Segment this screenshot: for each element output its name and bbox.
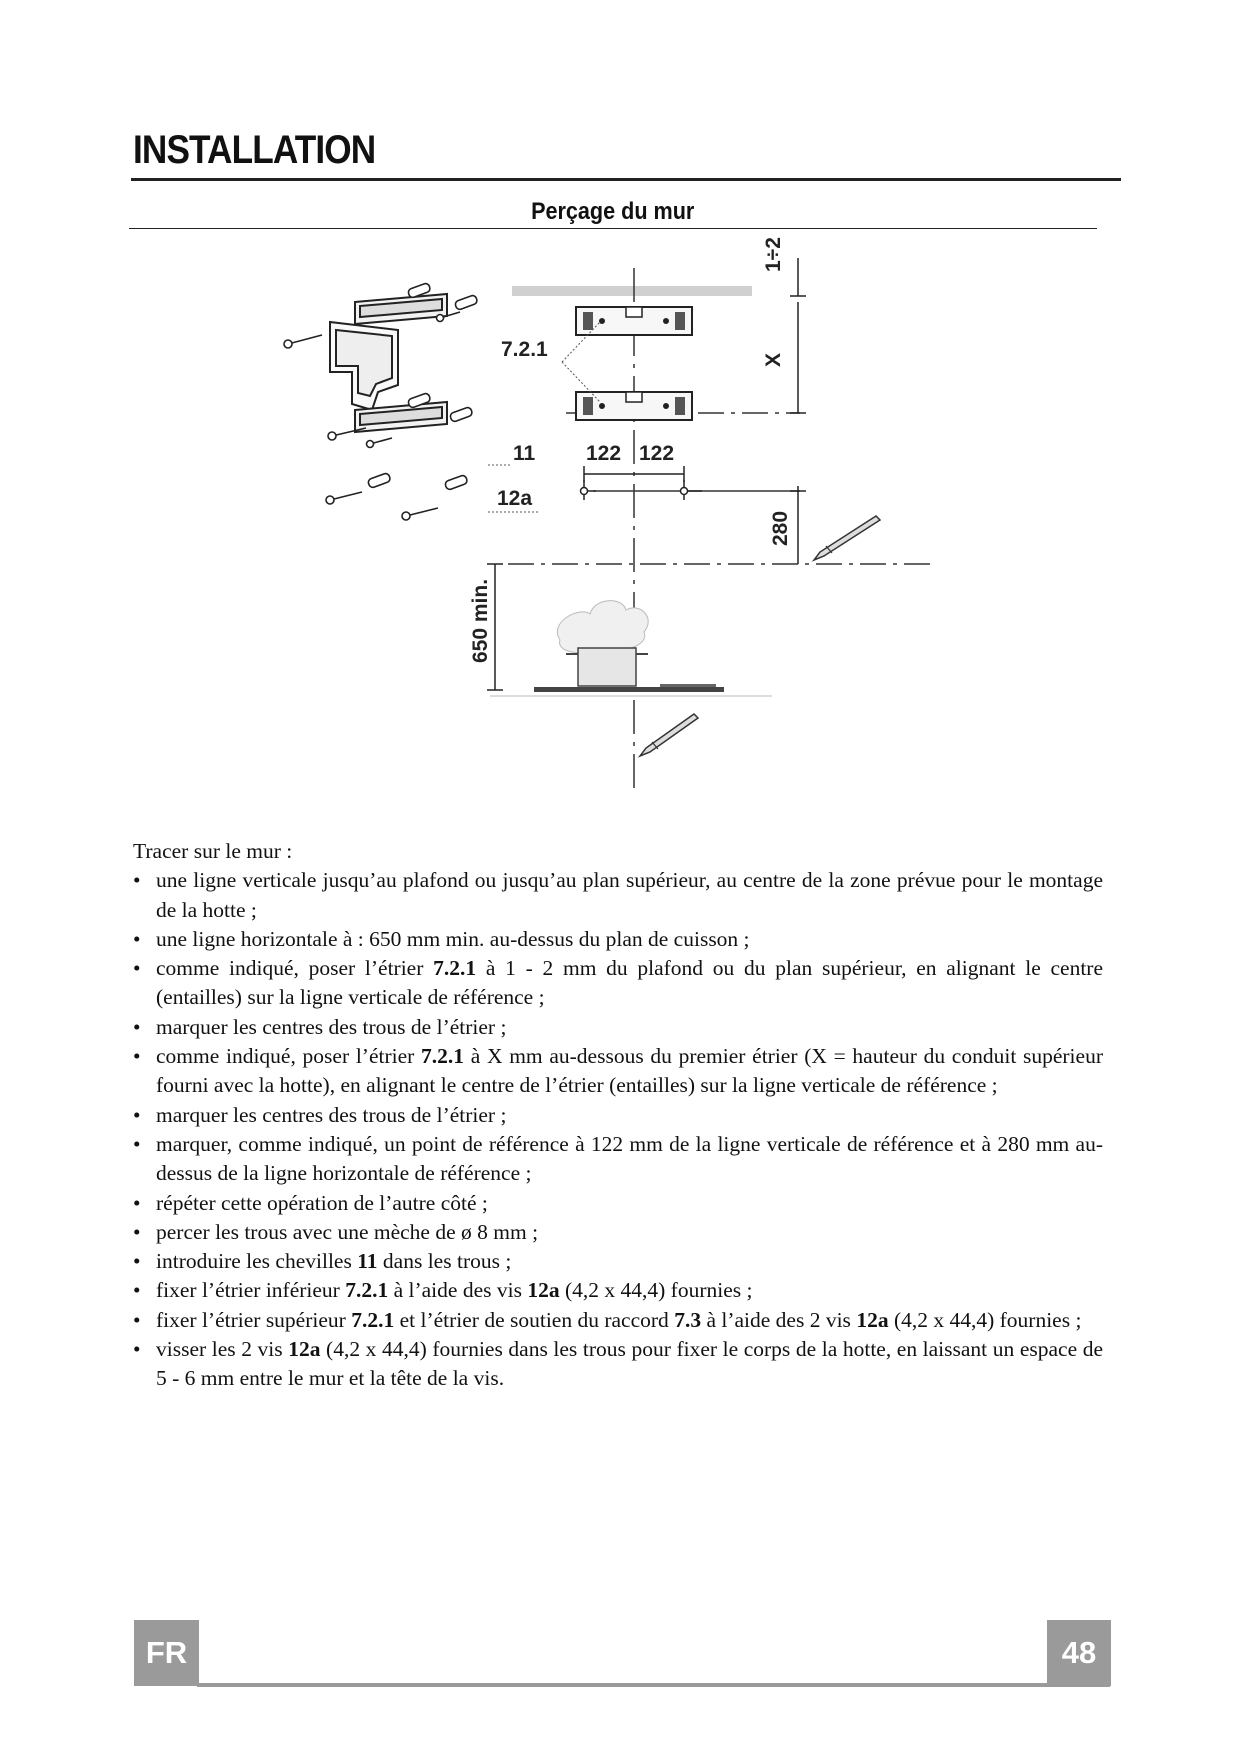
bold-reference: 12a (288, 1337, 321, 1362)
list-item (133, 866, 1103, 925)
list-item (133, 1218, 1103, 1247)
label-x-dimension: X (762, 352, 785, 367)
list-item (133, 1130, 1103, 1189)
item-text: une ligne horizontale à : 650 mm min. au-dessus du plan de cuisson ; (156, 926, 750, 951)
bold-reference: 12a (527, 1278, 560, 1303)
footer-bar (197, 1683, 1110, 1687)
item-text: fixer l’étrier supérieur (156, 1307, 352, 1332)
lower-bracket-diagram (576, 392, 692, 420)
instructions-intro: Tracer sur le mur : (133, 839, 293, 863)
list-item (133, 1101, 1103, 1130)
item-text: et l’étrier de soutien du raccord (394, 1307, 675, 1332)
label-ceiling-gap: 1÷2 (762, 237, 785, 272)
bold-reference: 7.2.1 (433, 956, 477, 981)
item-text: à l’aide des vis (388, 1278, 528, 1303)
label-dist-right: 122 (639, 442, 675, 465)
item-text: fixer l’étrier inférieur (156, 1278, 346, 1303)
list-item (133, 1189, 1103, 1218)
list-item (133, 954, 1103, 1013)
item-text: dans les trous ; (377, 1249, 512, 1274)
label-dist-left: 122 (586, 442, 622, 465)
label-wall-plug: 11 (513, 442, 536, 465)
list-item (133, 1247, 1103, 1276)
item-text: visser les 2 vis (156, 1337, 289, 1362)
language-badge: FR (134, 1620, 199, 1686)
item-text: répéter cette opération de l’autre côté ; (156, 1190, 488, 1215)
item-text: à l’aide des 2 vis (701, 1307, 857, 1332)
pencil-icon (814, 516, 880, 560)
item-text: (4,2 x 44,4) fournies dans les trous pour fixer le corps de la hotte, en laissant un espace de 5 - 6 mm entre le mur et la tête de la vis. (156, 1337, 1103, 1391)
item-text: une ligne verticale jusqu’au plafond ou jusqu’au plan supérieur, au centre de la zone prévue pour le montage de la hotte ; (156, 868, 1103, 922)
bold-reference: 7.2.1 (345, 1278, 389, 1303)
item-text: (4,2 x 44,4) fournies ; (888, 1307, 1082, 1332)
list-item (133, 1335, 1103, 1394)
upper-bracket-diagram (576, 307, 692, 335)
label-bracket: 7.2.1 (501, 338, 548, 361)
page-number: 48 (1047, 1620, 1111, 1686)
label-280: 280 (769, 510, 792, 546)
list-item (133, 1306, 1103, 1335)
label-screw: 12a (497, 487, 533, 510)
item-text: marquer les centres des trous de l’étrier ; (156, 1102, 507, 1127)
bold-reference: 7.2.1 (351, 1307, 395, 1332)
bold-reference: 7.3 (674, 1307, 702, 1332)
item-text: marquer, comme indiqué, un point de référence à 122 mm de la ligne verticale de référence et à 280 mm au-dessus de la ligne horizontale de référence ; (156, 1131, 1103, 1186)
list-item (133, 1013, 1103, 1042)
item-text: à X mm au-dessous du premier étrier (X = hauteur du conduit supérieur fourni avec la hotte), en alignant le centre de l’étrier (entailles) sur la ligne verticale de référence ; (156, 1044, 1103, 1098)
instruction-list (133, 866, 1103, 1393)
ceiling (512, 286, 752, 296)
item-text: marquer les centres des trous de l’étrier ; (156, 1014, 507, 1039)
list-item (133, 1276, 1103, 1305)
instructions (133, 837, 1103, 1394)
item-text: comme indiqué, poser l’étrier (156, 1044, 422, 1069)
bold-reference: 12a (856, 1307, 889, 1332)
pencil-icon (640, 714, 698, 756)
item-text: à 1 - 2 mm du plafond ou du plan supérieur, en alignant le centre (entailles) sur la ligne verticale de référence ; (156, 956, 1103, 1010)
cooktop-illustration (490, 601, 772, 696)
bold-reference: 11 (357, 1249, 378, 1274)
fixing-kit-illustration (284, 282, 478, 520)
bold-reference: 7.2.1 (421, 1044, 465, 1069)
list-item (133, 1042, 1103, 1101)
page-title: INSTALLATION (133, 128, 376, 172)
wall-drilling-diagram (0, 0, 1241, 800)
item-text: introduire les chevilles (156, 1249, 358, 1274)
item-text: comme indiqué, poser l’étrier (156, 956, 434, 981)
label-650-min: 650 min. (469, 578, 492, 663)
list-item (133, 925, 1103, 954)
item-text: (4,2 x 44,4) fournies ; (559, 1278, 753, 1303)
section-subtitle-text: Perçage du mur (531, 198, 695, 225)
item-text: percer les trous avec une mèche de ø 8 mm ; (156, 1219, 539, 1244)
